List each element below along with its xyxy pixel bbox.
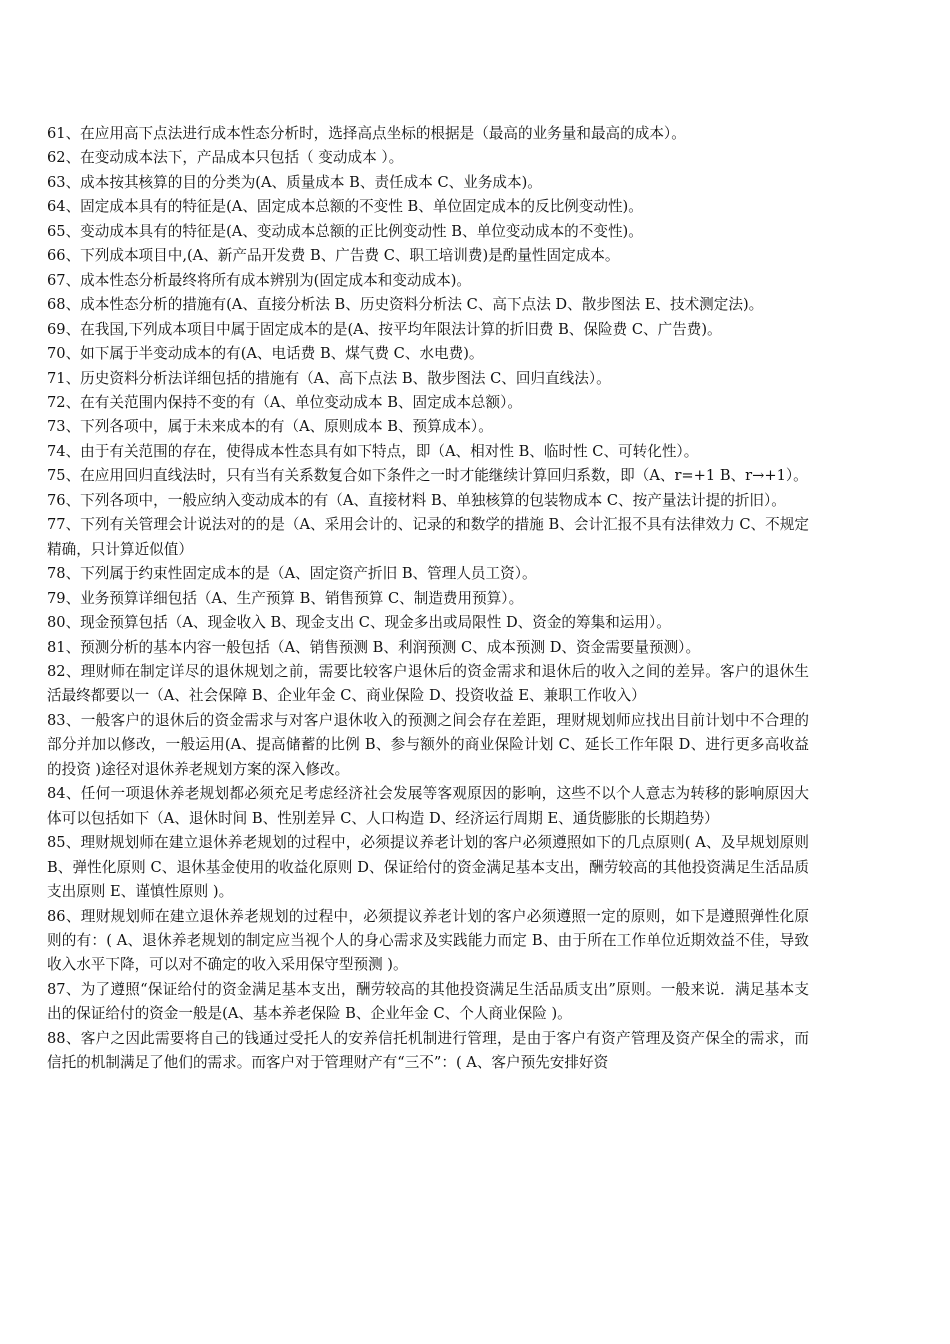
question-item-67: 67、成本性态分析最终将所有成本辨别为(固定成本和变动成本)。 (47, 271, 471, 289)
question-item-79: 79、业务预算详细包括（A、生产预算 B、销售预算 C、制造费用预算）。 (47, 589, 524, 607)
question-item-63: 63、成本按其核算的目的分类为(A、质量成本 B、责任成本 C、业务成本)。 (47, 173, 542, 191)
question-item-84: 84、任何一项退休养老规划都必须充足考虑经济社会发展等客观原因的影响，这些不以个人意志为转移的影响原因大体可以包括如下（A、退休时间 B、性别差异 C、人口构造 D、经济运行周期 E、通货膨胀的长期趋势） (47, 785, 809, 827)
question-item-66: 66、下列成本项目中,(A、新产品开发费 B、广告费 C、职工培训费)是酌量性固定成本。 (47, 247, 620, 265)
question-item-85: 85、理财规划师在建立退休养老规划的过程中，必须提议养老计划的客户必须遵照如下的几点原则( A、及早规划原则 B、弹性化原则 C、退休基金使用的收益化原则 D、保证给付的资金满足基本支出，酬劳较高的其他投资满足生活品质支出原则 E、谨慎性原则 )。 (47, 834, 809, 901)
question-item-62: 62、在变动成本法下，产品成本只包括（ 变动成本 ）。 (47, 149, 404, 167)
question-item-74: 74、由于有关范围的存在，使得成本性态具有如下特点，即（A、相对性 B、临时性 C、可转化性）。 (47, 442, 699, 460)
document-body (47, 122, 809, 1076)
question-item-80: 80、现金预算包括（A、现金收入 B、现金支出 C、现金多出或局限性 D、资金的筹集和运用）。 (47, 614, 671, 632)
question-item-78: 78、下列属于约束性固定成本的是（A、固定资产折旧 B、管理人员工资）。 (47, 565, 537, 583)
question-item-75: 75、在应用回归直线法时，只有当有关系数复合如下条件之一时才能继续计算回归系数，即（A、r=+1 B、r→+1）。 (47, 467, 808, 485)
question-item-65: 65、变动成本具有的特征是(A、变动成本总额的正比例变动性 B、单位变动成本的不变性)。 (47, 222, 643, 240)
question-item-73: 73、下列各项中，属于未来成本的有（A、原则成本 B、预算成本）。 (47, 418, 493, 436)
question-item-87: 87、为了遵照“保证给付的资金满足基本支出，酬劳较高的其他投资满足生活品质支出”原则。一般来说．满足基本支出的保证给付的资金一般是(A、基本养老保险 B、企业年金 C、个人商业保险 )。 (47, 980, 809, 1023)
question-item-70: 70、如下属于半变动成本的有(A、电话费 B、煤气费 C、水电费)。 (47, 345, 484, 363)
question-item-82: 82、理财师在制定详尽的退休规划之前，需要比较客户退休后的资金需求和退休后的收入之间的差异。客户的退休生活最终都要以一（A、社会保障 B、企业年金 C、商业保险 D、投资收益 E、兼职工作收入） (47, 662, 809, 705)
question-item-86: 86、理财规划师在建立退休养老规划的过程中，必须提议养老计划的客户必须遵照一定的原则，如下是遵照弹性化原则的有：( A、退休养老规划的制定应当视个人的身心需求及实践能力而定 B、由于所在工作单位近期效益不佳，导致收入水平下降，可以对不确定的收入采用保守型预测 )。 (47, 907, 809, 974)
question-item-69: 69、在我国,下列成本项目中属于固定成本的是(A、按平均年限法计算的折旧费 B、保险费 C、广告费)。 (47, 320, 722, 338)
question-item-64: 64、固定成本具有的特征是(A、固定成本总额的不变性 B、单位固定成本的反比例变动性)。 (47, 198, 643, 216)
question-item-83: 83、一般客户的退休后的资金需求与对客户退休收入的预测之间会存在差距，理财规划师应找出目前计划中不合理的部分并加以修改，一般运用(A、提高储蓄的比例 B、参与额外的商业保险计划 C、延长工作年限 D、进行更多高收益的投资 )途径对退休养老规划方案的深入修改。 (47, 711, 809, 778)
question-item-61: 61、在应用高下点法进行成本性态分析时，选择高点坐标的根据是（最高的业务量和最高的成本）。 (47, 125, 686, 142)
question-item-76: 76、下列各项中，一般应纳入变动成本的有（A、直接材料 B、单独核算的包装物成本 C、按产量法计提的折旧）。 (47, 491, 786, 509)
question-item-81: 81、预测分析的基本内容一般包括（A、销售预测 B、利润预测 C、成本预测 D、资金需要量预测）。 (47, 638, 701, 656)
question-item-71: 71、历史资料分析法详细包括的措施有（A、高下点法 B、散步图法 C、回归直线法）。 (47, 369, 611, 387)
question-item-88: 88、客户之因此需要将自己的钱通过受托人的安养信托机制进行管理，是由于客户有资产管理及资产保全的需求，而信托的机制满足了他们的需求。而客户对于管理财产有“三不”：( A、客户预先安排好资 (47, 1029, 809, 1072)
question-item-77: 77、下列有关管理会计说法对的的是（A、采用会计的、记录的和数学的措施 B、会计汇报不具有法律效力 C、不规定精确，只计算近似值） (47, 516, 809, 558)
question-item-68: 68、成本性态分析的措施有(A、直接分析法 B、历史资料分析法 C、高下点法 D、散步图法 E、技术测定法)。 (47, 296, 764, 314)
question-item-72: 72、在有关范围内保持不变的有（A、单位变动成本 B、固定成本总额）。 (47, 393, 522, 411)
